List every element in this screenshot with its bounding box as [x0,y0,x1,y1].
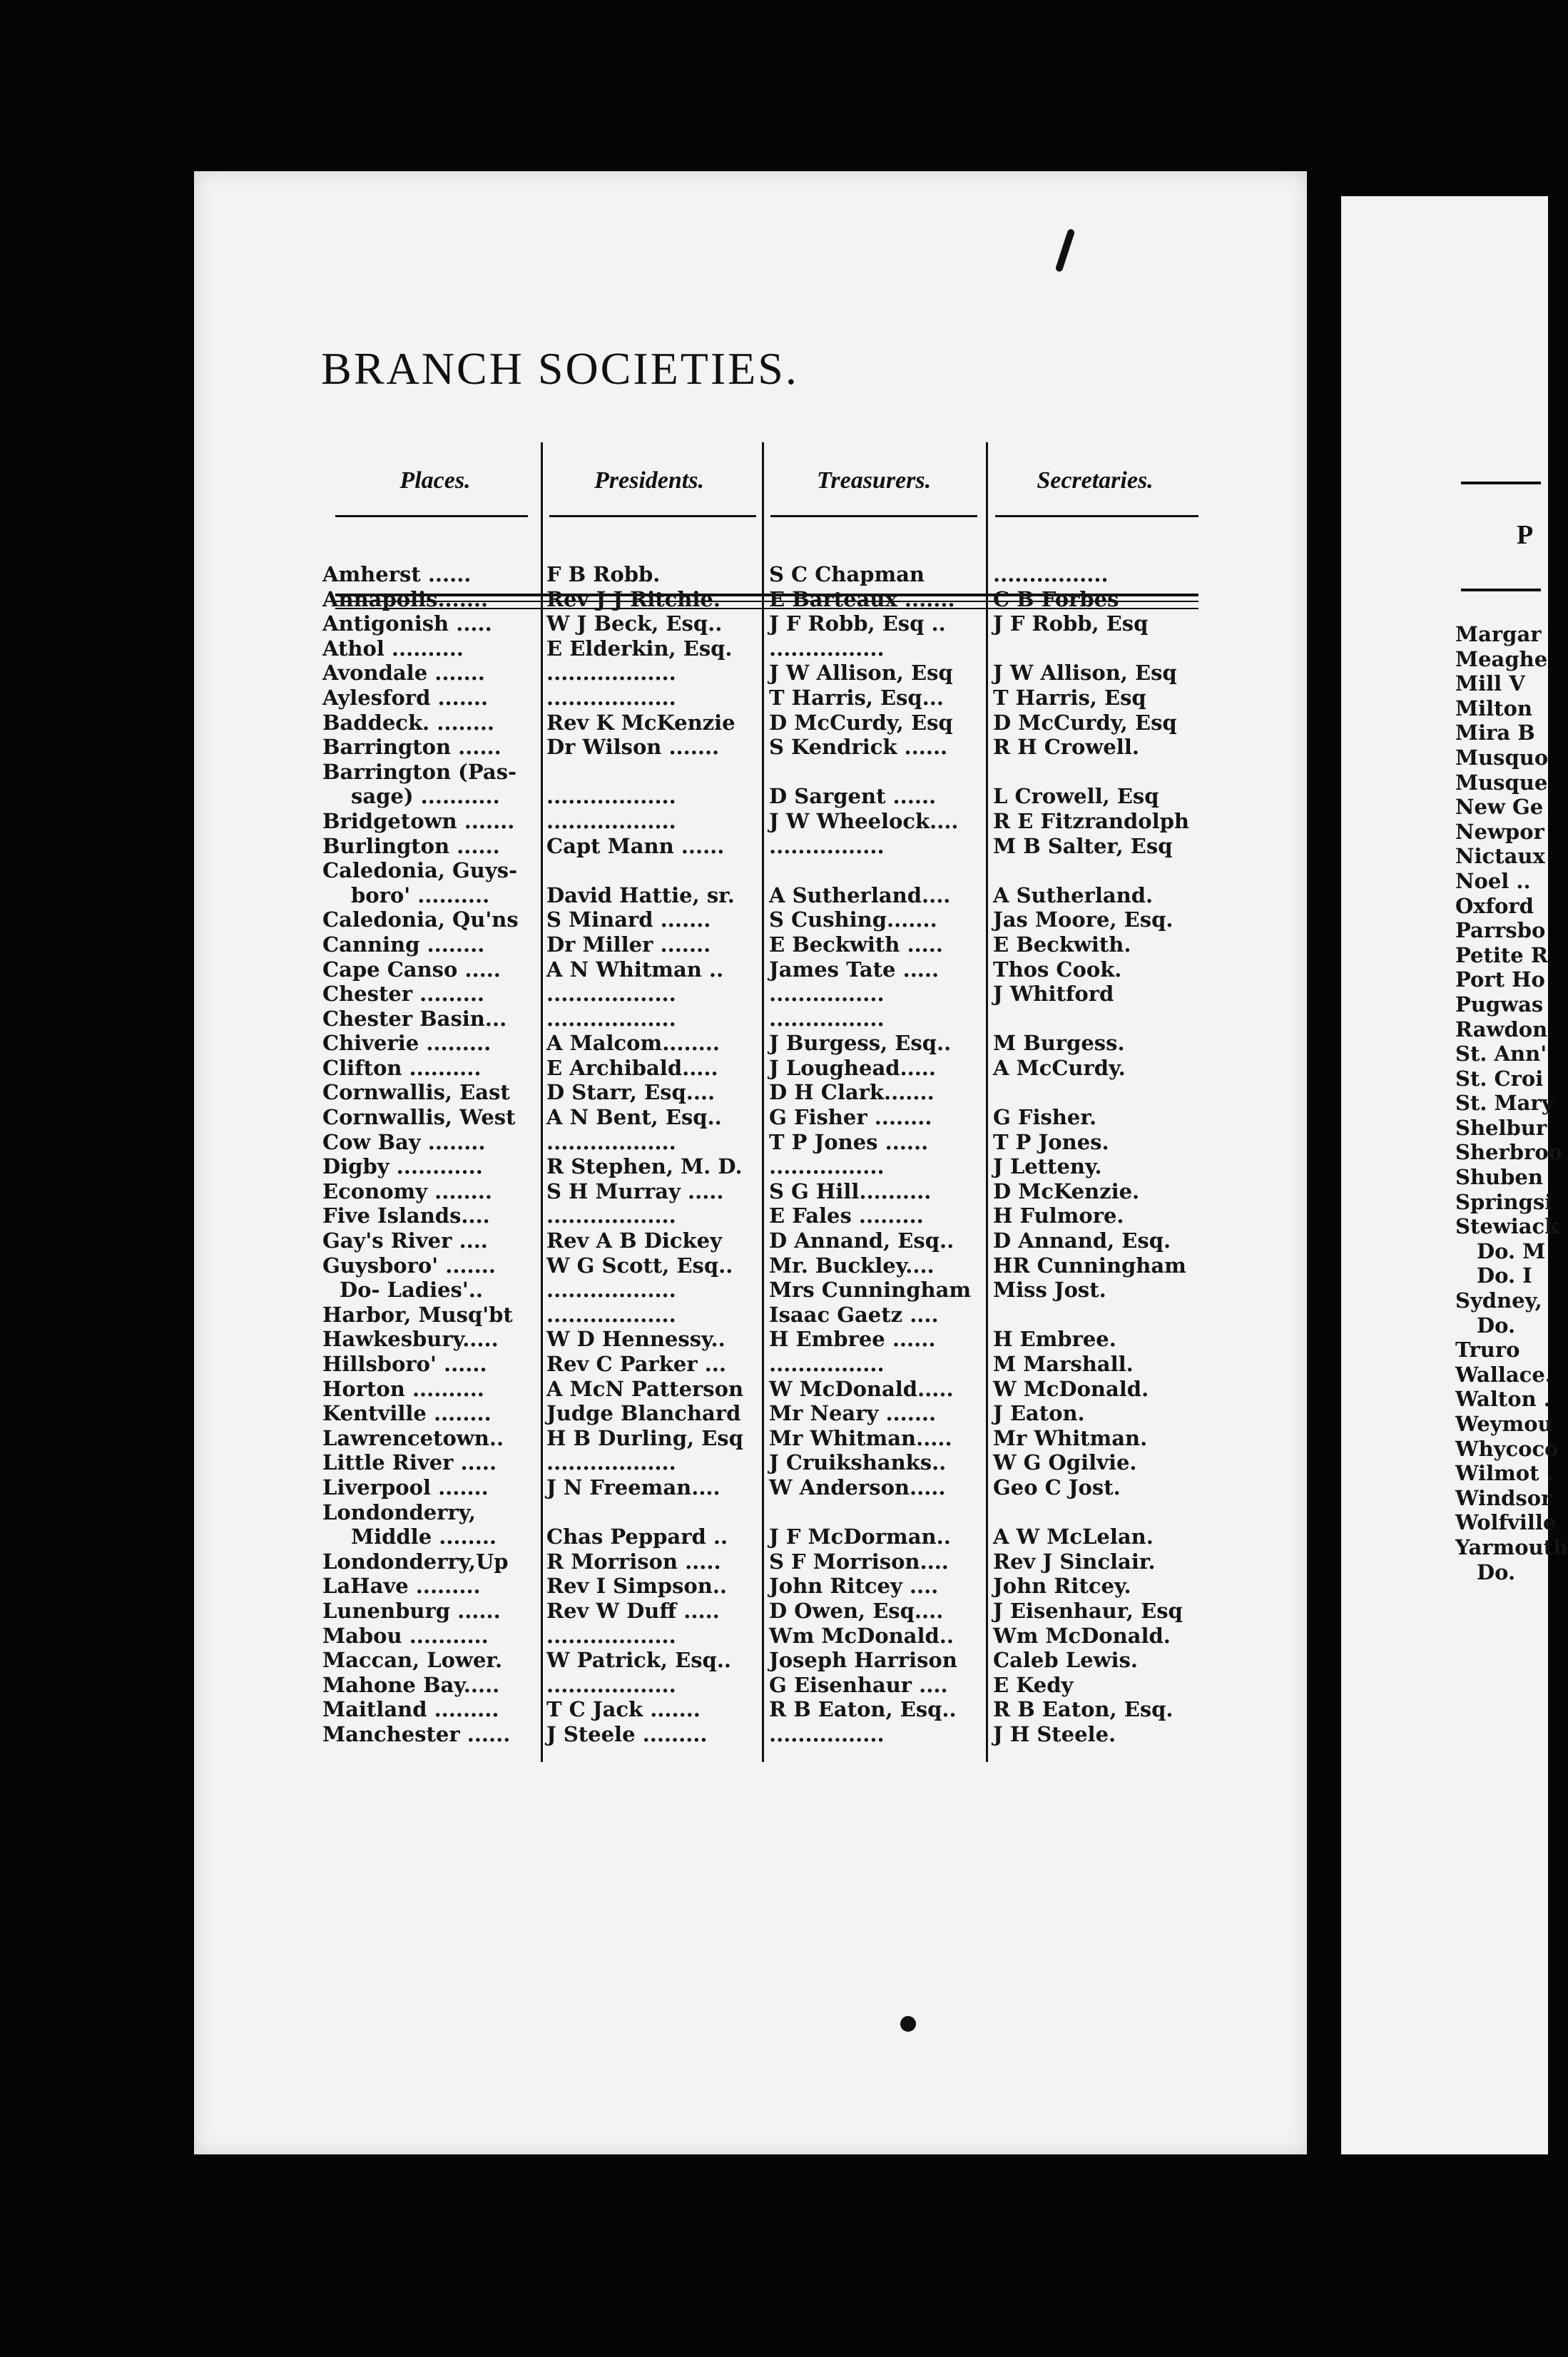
place-cell: Economy ........ [322,1178,492,1203]
place-cell: Cornwallis, East [322,1080,510,1105]
facing-page-rule-2 [1461,589,1541,591]
treasurer-cell: ................ [769,1352,885,1376]
column-header-secretaries: Secretaries. [1037,467,1154,494]
facing-page-place: Musquo [1455,745,1549,770]
place-cell: Hawkesbury..... [322,1327,499,1352]
president-cell: S H Murray ..... [546,1178,724,1203]
facing-page-place: Newpor [1455,819,1544,844]
secretary-cell: C B Forbes [993,586,1119,611]
facing-page-place: Do. M [1477,1238,1546,1263]
treasurer-cell: ................ [769,982,885,1007]
facing-page-place: Do. I [1477,1263,1532,1288]
place-cell: Caledonia, Qu'ns [322,907,519,932]
facing-page-place: Wolfville [1455,1510,1557,1535]
president-cell: Dr Wilson ....... [546,735,720,760]
facing-page-place: Stewiack [1455,1214,1559,1239]
treasurer-cell: Mr. Buckley.... [769,1253,935,1278]
column-divider-1 [541,442,543,1762]
place-cell: Bridgetown ....... [322,808,515,833]
facing-page-rule [1461,482,1541,484]
treasurer-cell: ................ [769,1721,885,1746]
secretary-cell: M B Salter, Esq [993,833,1173,858]
secretary-cell: J Eaton. [993,1401,1085,1426]
secretary-cell: T P Jones. [993,1129,1109,1154]
secretaries-column [993,562,1207,1747]
president-cell: Capt Mann ...... [546,833,725,858]
treasurer-cell: ................ [769,833,885,858]
place-cell: Londonderry, [322,1500,476,1524]
facing-page-place: Whycoco [1455,1436,1559,1461]
place-cell: Lunenburg ...... [322,1598,501,1623]
place-cell: Clifton .......... [322,1055,482,1080]
place-cell: Caledonia, Guys- [322,858,518,883]
president-cell: .................. [546,1129,676,1154]
president-cell: Rev C Parker ... [546,1352,726,1376]
facing-page-place: Do. [1477,1313,1516,1338]
treasurer-cell [769,760,983,785]
president-cell: J Steele ......... [546,1721,708,1746]
treasurer-cell: E Fales ......... [769,1203,924,1228]
president-cell: Rev I Simpson.. [546,1574,728,1599]
place-cell: Little River ..... [322,1450,497,1475]
header-underline-places [335,515,528,517]
secretary-cell [993,636,1207,661]
president-cell: Rev J J Ritchie. [546,586,721,611]
president-cell: Chas Peppard .. [546,1524,728,1549]
president-cell [546,858,759,883]
facing-page-place: New Ge [1455,795,1544,820]
facing-page-place: St. Ann' [1455,1042,1547,1066]
facing-page-place: Shuben [1455,1165,1543,1190]
president-cell: Rev K McKenzie [546,710,735,735]
president-cell: .................. [546,685,676,710]
place-cell: Middle ........ [351,1524,497,1549]
secretary-cell: D Annand, Esq. [993,1228,1171,1253]
place-cell: Burlington ...... [322,833,500,858]
secretary-cell: A McCurdy. [993,1055,1126,1080]
secretary-cell: ................ [993,562,1109,586]
place-cell: Chester Basin... [322,1006,507,1031]
treasurer-cell: ................ [769,1006,885,1031]
president-cell: W J Beck, Esq.. [546,611,723,636]
place-cell: Canning ........ [322,932,485,957]
president-cell: .................. [546,1672,676,1697]
secretary-cell: T Harris, Esq [993,685,1146,710]
treasurer-cell: J Burgess, Esq.. [769,1031,952,1056]
secretary-cell: J Eisenhaur, Esq [993,1598,1183,1623]
ink-spot [900,2016,916,2032]
place-cell: Liverpool ....... [322,1475,489,1500]
column-divider-3 [986,442,988,1762]
facing-page-place: Musque [1455,770,1548,795]
treasurer-cell: T Harris, Esq... [769,685,944,710]
place-cell: Amherst ...... [322,562,472,586]
president-cell: A McN Patterson [546,1376,744,1401]
treasurer-cell [769,1500,983,1525]
header-underline-treasurers [770,515,977,517]
treasurer-cell: John Ritcey .... [769,1574,939,1599]
secretary-cell: R H Crowell. [993,735,1139,760]
secretary-cell: J H Steele. [993,1721,1116,1746]
place-cell: Avondale ....... [322,661,485,686]
secretary-cell: W G Ogilvie. [993,1450,1137,1475]
president-cell: J N Freeman.... [546,1475,721,1500]
secretary-cell [993,760,1207,785]
place-cell: Mabou ........... [322,1623,489,1648]
president-cell: .................. [546,1623,676,1648]
president-cell: .................. [546,661,676,686]
president-cell: .................. [546,808,676,833]
president-cell: A N Whitman .. [546,957,724,982]
secretary-cell: Caleb Lewis. [993,1648,1138,1673]
president-cell: .................. [546,1203,676,1228]
treasurer-cell: E Beckwith ..... [769,932,943,957]
treasurer-cell: J F Robb, Esq .. [769,611,946,636]
secretary-cell: D McKenzie. [993,1178,1140,1203]
treasurer-cell: H Embree ...... [769,1327,936,1352]
facing-page-place: Truro [1455,1338,1520,1363]
facing-page-place: Margar [1455,622,1542,646]
presidents-column [546,562,759,1747]
column-header-treasurers: Treasurers. [816,467,932,494]
treasurer-cell: D Annand, Esq.. [769,1228,954,1253]
president-cell: .................. [546,1278,676,1303]
place-cell: Baddeck. ........ [322,710,495,735]
header-underline-presidents [549,515,756,517]
facing-page-place: Meaghe [1455,646,1548,671]
treasurer-cell: J W Wheelock.... [769,808,959,833]
secretary-cell: E Kedy [993,1672,1074,1697]
treasurer-cell: Mr Neary ....... [769,1401,937,1426]
treasurer-cell: S Cushing....... [769,907,937,932]
president-cell: T C Jack ....... [546,1697,701,1722]
facing-page-place: Sherbroo [1455,1140,1562,1165]
secretary-cell: L Crowell, Esq [993,784,1159,809]
president-cell: .................. [546,1006,676,1031]
secretary-cell: Thos Cook. [993,957,1122,982]
secretary-cell: J Whitford [993,982,1114,1007]
facing-page-place: Mira B [1455,721,1535,745]
treasurer-cell: D McCurdy, Esq [769,710,953,735]
secretary-cell: J F Robb, Esq [993,611,1149,636]
secretary-cell: A Sutherland. [993,882,1154,907]
treasurer-cell: Wm McDonald.. [769,1623,954,1648]
place-cell: Do- Ladies'.. [340,1278,483,1303]
secretary-cell: Geo C Jost. [993,1475,1121,1500]
facing-page-place: St. Mary [1455,1091,1554,1116]
secretary-cell: HR Cunningham [993,1253,1186,1278]
place-cell: sage) ........... [351,784,500,809]
place-cell: Barrington ...... [322,735,502,760]
president-cell: E Archibald..... [546,1055,718,1080]
place-cell: Lawrencetown.. [322,1425,504,1450]
treasurer-cell: ................ [769,636,885,661]
president-cell: David Hattie, sr. [546,882,735,907]
secretary-cell: Rev J Sinclair. [993,1549,1156,1574]
place-cell: Cape Canso ..... [322,957,501,982]
place-cell: Digby ............ [322,1154,483,1179]
secretary-cell: A W McLelan. [993,1524,1154,1549]
place-cell: Annapolis....... [322,586,489,611]
president-cell: A N Bent, Esq.. [546,1105,722,1130]
secretary-cell [993,1500,1207,1525]
president-cell: E Elderkin, Esq. [546,636,733,661]
place-cell: Antigonish ..... [322,611,492,636]
places-column [322,562,536,1747]
president-cell: .................. [546,1450,676,1475]
header-underline-secretaries [995,515,1198,517]
place-cell: Kentville ........ [322,1401,492,1426]
treasurer-cell: J Cruikshanks.. [769,1450,947,1475]
president-cell: .................. [546,982,676,1007]
secretary-cell [993,1080,1207,1105]
president-cell: D Starr, Esq.... [546,1080,716,1105]
facing-page-place: Windsor [1455,1485,1552,1510]
treasurer-cell: S Kendrick ...... [769,735,948,760]
facing-page-place: Wallace. [1455,1362,1552,1387]
treasurer-cell: R B Eaton, Esq.. [769,1697,957,1722]
secretary-cell [993,1007,1207,1032]
facing-page-place: Yarmouth [1455,1534,1568,1559]
secretary-cell [993,1303,1207,1328]
facing-page-title-fragment: P [1517,520,1534,550]
president-cell: Rev W Duff ..... [546,1598,720,1623]
place-cell: Londonderry,Up [322,1549,509,1574]
treasurer-cell: Joseph Harrison [769,1648,957,1673]
president-cell [546,1500,759,1525]
treasurer-cell: J F McDorman.. [769,1524,951,1549]
facing-page-place: Sydney, [1455,1288,1542,1313]
facing-page-place: Walton . [1455,1387,1551,1412]
secretary-cell: W McDonald. [993,1376,1149,1401]
president-cell: W Patrick, Esq.. [546,1648,732,1673]
place-cell: Horton .......... [322,1376,484,1401]
treasurer-cell: J Loughead..... [769,1055,936,1080]
place-cell: Manchester ...... [322,1721,511,1746]
facing-page-place: Parrsbo [1455,918,1546,943]
treasurer-cell: S C Chapman [769,562,925,586]
facing-page-place: Springsi [1455,1189,1553,1214]
secretary-cell: J Letteny. [993,1154,1102,1179]
facing-page-place: Milton [1455,696,1532,721]
secretary-cell: H Fulmore. [993,1203,1124,1228]
secretary-cell: M Burgess. [993,1031,1125,1056]
place-cell: Aylesford ....... [322,685,489,710]
treasurer-cell: G Fisher ........ [769,1105,932,1130]
facing-page-place: St. Croi [1455,1066,1544,1091]
treasurer-cell: Mrs Cunningham [769,1278,972,1303]
facing-page-place: Petite R [1455,942,1548,967]
president-cell: S Minard ....... [546,907,711,932]
place-cell: boro' .......... [351,882,490,907]
treasurer-cell: Mr Whitman..... [769,1425,952,1450]
secretary-cell: Wm McDonald. [993,1623,1171,1648]
treasurer-cell: E Barteaux ....... [769,586,955,611]
place-cell: Athol .......... [322,636,464,661]
treasurer-cell: T P Jones ...... [769,1129,929,1154]
treasurer-cell: S G Hill.......... [769,1178,932,1203]
place-cell: Chiverie ......... [322,1031,492,1056]
facing-page-place: Port Ho [1455,967,1545,992]
president-cell: R Morrison ..... [546,1549,721,1574]
place-cell: Harbor, Musq'bt [322,1302,513,1327]
secretary-cell: R B Eaton, Esq. [993,1697,1174,1722]
treasurer-cell: S F Morrison.... [769,1549,949,1574]
place-cell: Cow Bay ........ [322,1129,486,1154]
facing-page-place: Rawdon [1455,1017,1548,1042]
facing-page-place: Shelbur [1455,1115,1547,1140]
secretary-cell: Miss Jost. [993,1278,1106,1303]
president-cell: W D Hennessy.. [546,1327,726,1352]
place-cell: LaHave ......... [322,1574,481,1599]
secretary-cell: J W Allison, Esq [993,661,1177,686]
facing-page-place: Noel .. [1455,868,1531,893]
president-cell: F B Robb. [546,562,661,586]
treasurer-cell [769,858,983,883]
facing-page-place: Weymou [1455,1412,1553,1436]
place-cell: Maccan, Lower. [322,1648,503,1673]
place-cell: Cornwallis, West [322,1105,516,1130]
secretary-cell: John Ritcey. [993,1574,1131,1599]
president-cell: A Malcom........ [546,1031,720,1056]
president-cell: Dr Miller ....... [546,932,711,957]
secretary-cell: M Marshall. [993,1352,1134,1376]
place-cell: Maitland ......... [322,1697,499,1722]
president-cell: Judge Blanchard [546,1401,741,1426]
treasurer-cell: J W Allison, Esq [769,661,953,686]
treasurer-cell: Isaac Gaetz .... [769,1302,939,1327]
facing-page-place: Oxford [1455,893,1534,918]
treasurer-cell: W McDonald..... [769,1376,954,1401]
treasurer-cell: W Anderson..... [769,1475,946,1500]
president-cell: W G Scott, Esq.. [546,1253,733,1278]
treasurer-cell: D Owen, Esq.... [769,1598,944,1623]
place-cell: Chester ......... [322,982,485,1007]
place-cell: Barrington (Pas- [322,759,517,784]
place-cell: Gay's River .... [322,1228,488,1253]
place-cell: Five Islands.... [322,1203,490,1228]
secretary-cell: H Embree. [993,1327,1116,1352]
treasurer-cell: A Sutherland.... [769,882,951,907]
president-cell: .................. [546,784,676,809]
facing-page-place: Mill V [1455,671,1525,696]
facing-page-place: Pugwas [1455,992,1544,1017]
treasurer-cell: G Eisenhaur .... [769,1672,948,1697]
column-header-places: Places. [399,467,471,494]
president-cell: Rev A B Dickey [546,1228,722,1253]
secretary-cell: Jas Moore, Esq. [993,907,1174,932]
president-cell: .................. [546,1302,676,1327]
secretary-cell: E Beckwith. [993,932,1131,957]
president-cell: R Stephen, M. D. [546,1154,743,1179]
president-cell [546,760,759,785]
column-divider-2 [762,442,764,1762]
treasurer-cell: D Sargent ...... [769,784,937,809]
treasurer-cell: ................ [769,1154,885,1179]
secretary-cell: D McCurdy, Esq [993,710,1177,735]
column-header-presidents: Presidents. [594,467,704,494]
facing-page-place: Nictaux [1455,844,1545,869]
secretary-cell: R E Fitzrandolph [993,808,1190,833]
place-cell: Hillsboro' ...... [322,1352,487,1376]
president-cell: H B Durling, Esq [546,1425,743,1450]
place-cell: Guysboro' ....... [322,1253,496,1278]
facing-page-place: Do. [1477,1559,1516,1584]
treasurer-cell: James Tate ..... [769,957,940,982]
place-cell: Mahone Bay..... [322,1672,500,1697]
treasurers-column [769,562,983,1747]
treasurer-cell: D H Clark....... [769,1080,935,1105]
page-title: BRANCH SOCIETIES. [321,343,799,394]
secretary-cell [993,858,1207,883]
facing-page-places-column [1455,622,1568,1584]
facing-page-place: Wilmot . [1455,1461,1554,1486]
secretary-cell: Mr Whitman. [993,1425,1148,1450]
secretary-cell: G Fisher. [993,1105,1097,1130]
